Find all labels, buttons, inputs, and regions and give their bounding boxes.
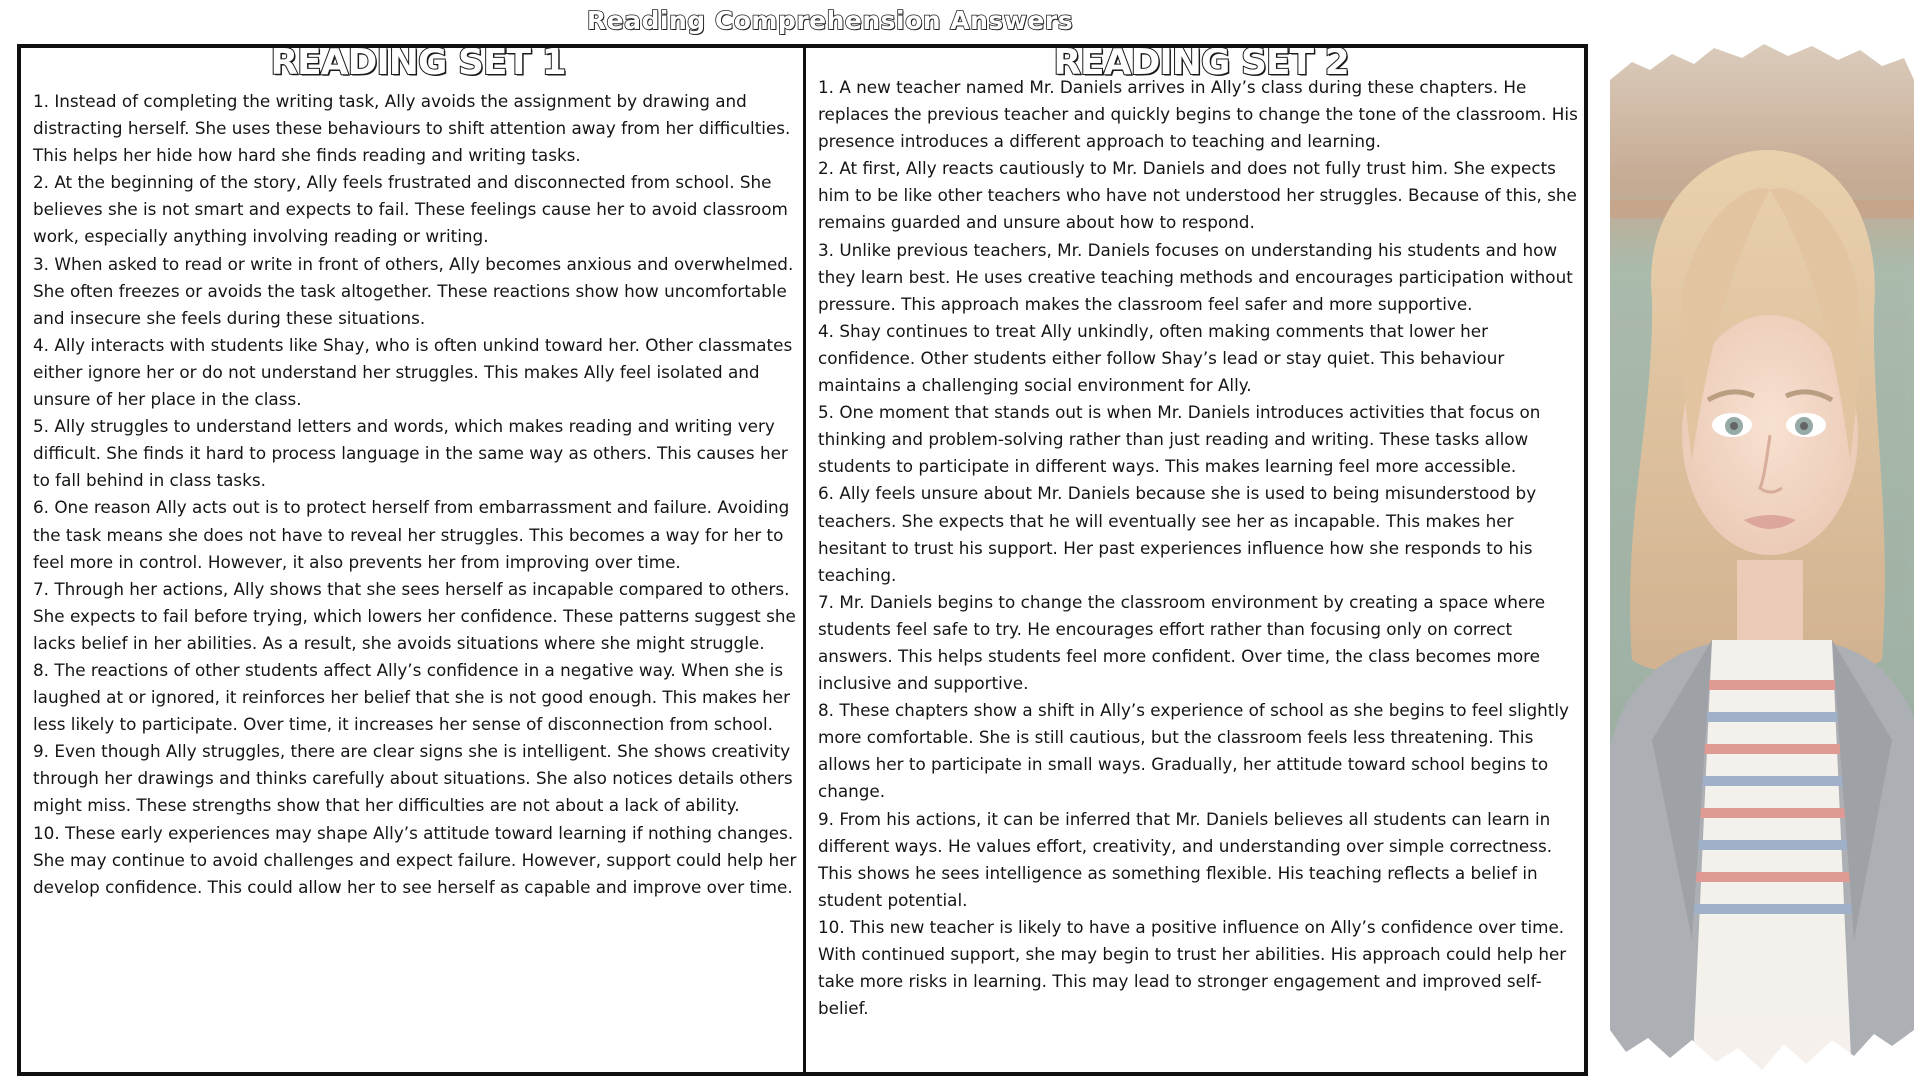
reading-set-1-answers [33, 88, 803, 901]
answer-item: 1. Instead of completing the writing task, Ally avoids the assignment by drawing and distracting herself. She uses these behaviours to shift attention away from her difficulties. This helps her hide how hard she finds reading and writing tasks. [33, 91, 791, 166]
answer-item: 8. These chapters show a shift in Ally’s experience of school as she begins to feel slightly more comfortable. She is still cautious, but the classroom feels less threatening. This allows her to participate in small ways. Gradually, her attitude toward school begins to change. [818, 700, 1569, 802]
reading-set-2-column [806, 48, 1584, 1072]
answer-item: 7. Mr. Daniels begins to change the classroom environment by creating a space where students feel safe to try. He encourages effort rather than focusing only on correct answers. This helps students feel more confident. Over time, the class becomes more inclusive and supportive. [818, 591, 1546, 694]
answer-item: 9. From his actions, it can be inferred that Mr. Daniels believes all students can learn in different ways. He values effort, creativity, and understanding over simple correctness. This shows he sees intelligence as something flexible. His teaching reflects a belief in student potential. [818, 808, 1553, 910]
answer-item: 6. One reason Ally acts out is to protect herself from embarrassment and failure. Avoiding the task means she does not have to reveal her struggles. This becomes a way for her to feel more in control. However, it also prevents her from improving over time. [33, 497, 790, 572]
reading-set-1-heading: READING SET 1 [270, 48, 566, 83]
answer-item: 3. Unlike previous teachers, Mr. Daniels focuses on understanding his students and how they learn best. He uses creative teaching methods and encourages participation without pressure. This approach makes the classroom feel safer and more supportive. [818, 239, 1573, 314]
answer-item: 5. Ally struggles to understand letters and words, which makes reading and writing very difficult. She finds it hard to process language in the same way as others. This causes her to fall behind in class tasks. [33, 416, 788, 491]
answer-item: 4. Shay continues to treat Ally unkindly, often making comments that lower her confidence. Other students either follow Shay’s lead or stay quiet. This behaviour maintains a challenging social environment for Ally. [818, 320, 1505, 396]
answer-item: 4. Ally interacts with students like Shay, who is often unkind toward her. Other classmates either ignore her or do not understand her struggles. This makes Ally feel isolated and unsure of her place in the class. [33, 334, 793, 410]
answer-item: 10. These early experiences may shape Ally’s attitude toward learning if nothing changes. She may continue to avoid challenges and expect failure. However, support could help her develop confidence. This could allow her to see herself as capable and improve over time. [33, 822, 797, 897]
answer-item: 9. Even though Ally struggles, there are clear signs she is intelligent. She shows creativity through her drawings and thinks carefully about situations. She also notices details others might miss. These strengths show that her difficulties are not about a lack of ability. [33, 741, 793, 816]
answer-item: 2. At the beginning of the story, Ally feels frustrated and disconnected from school. She believes she is not smart and expects to fail. These feelings cause her to avoid classroom work, especially anything involving reading or writing. [33, 172, 788, 247]
page-title: Reading Comprehension Answers [586, 6, 1074, 35]
answer-item: 3. When asked to read or write in front of others, Ally becomes anxious and overwhelmed. She often freezes or avoids the task altogether. These reactions show how uncomfortable and insecure she feels during these situations. [33, 253, 794, 328]
answers-table [17, 44, 1588, 1076]
answer-item: 1. A new teacher named Mr. Daniels arrives in Ally’s class during these chapters. He replaces the previous teacher and quickly begins to change the tone of the classroom. His presence introduces a different approach to teaching and learning. [818, 77, 1578, 152]
answer-item: 6. Ally feels unsure about Mr. Daniels because she is used to being misunderstood by teachers. She expects that he will eventually see her as incapable. This makes her hesitant to trust his support. Her past experiences influence how she responds to his teaching. [818, 483, 1537, 585]
answer-item: 5. One moment that stands out is when Mr. Daniels introduces activities that focus on thinking and problem-solving rather than just reading and writing. These tasks allow students to participate in different ways. This makes learning feel more accessible. [818, 402, 1541, 477]
answer-item: 7. Through her actions, Ally shows that she sees herself as incapable compared to others. She expects to fail before trying, which lowers her confidence. These patterns suggest she lacks belief in her abilities. As a result, she avoids situations where she might struggle. [33, 578, 796, 653]
answer-item: 10. This new teacher is likely to have a positive influence on Ally’s confidence over time. With continued support, she may begin to trust her abilities. His approach could help her take more risks in learning. This may lead to stronger engagement and improved self-belief. [818, 916, 1567, 1019]
answer-item: 8. The reactions of other students affect Ally’s confidence in a negative way. When she is laughed at or ignored, it reinforces her belief that she is not good enough. This makes her less likely to participate. Over time, it increases her sense of disconnection from school. [33, 659, 791, 735]
reading-set-1-column [21, 48, 806, 1072]
reading-set-2-heading: READING SET 2 [1053, 48, 1349, 83]
answer-item: 2. At first, Ally reacts cautiously to Mr. Daniels and does not fully trust him. She expects him to be like other teachers who have not understood her struggles. Because of this, she remains guarded and unsure about how to respond. [818, 158, 1577, 233]
girl-portrait-illustration [1592, 40, 1920, 1080]
reading-set-2-answers [818, 74, 1584, 1022]
